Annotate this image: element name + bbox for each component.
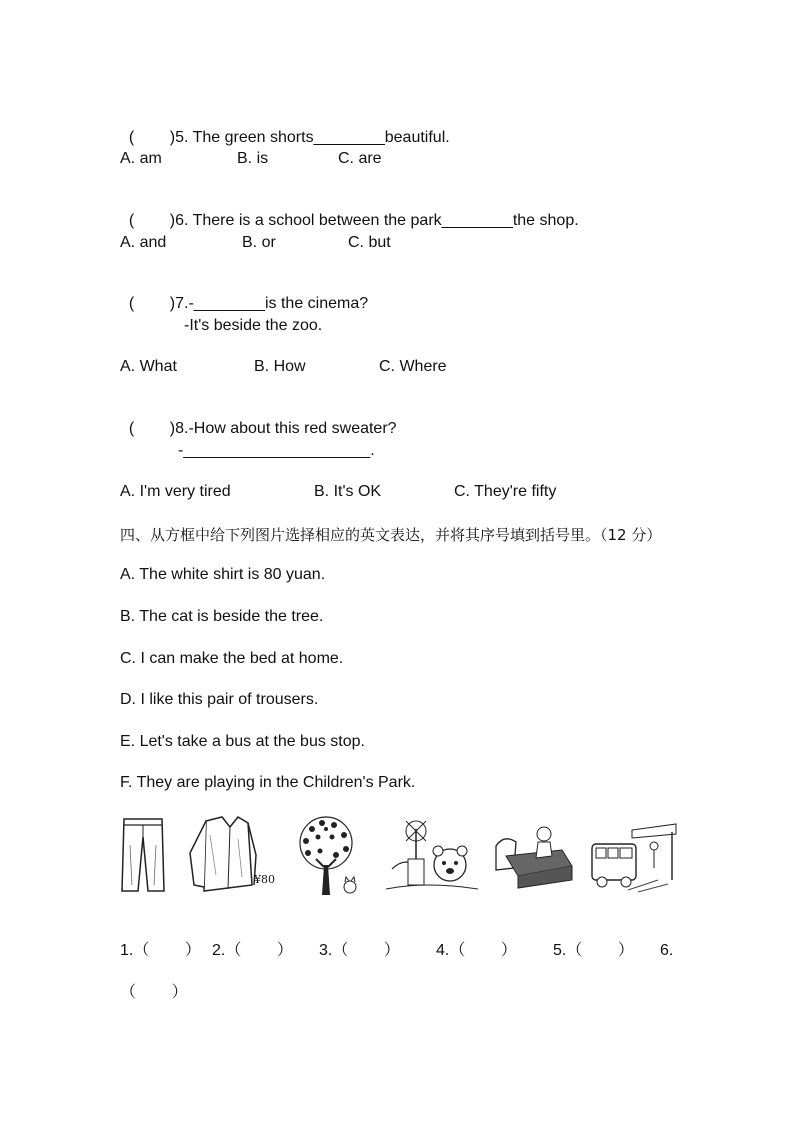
- option-a: A. am: [120, 150, 162, 167]
- question-6: [120, 191, 579, 231]
- answer-paren[interactable]: ( ): [128, 129, 176, 146]
- bus-stop-icon: [588, 820, 680, 896]
- question-text: 8.-How about this red sweater?: [175, 420, 397, 437]
- statement-d: D. I like this pair of trousers.: [120, 691, 319, 708]
- statement-b: B. The cat is beside the tree.: [120, 608, 324, 625]
- option-a: A. I'm very tired: [120, 483, 231, 500]
- answer-paren[interactable]: ( ): [128, 212, 176, 229]
- question-8: [120, 399, 397, 439]
- shirt-icon: [186, 815, 284, 897]
- dialogue-answer-blank[interactable]: -_____________________.: [178, 442, 375, 459]
- option-b: B. is: [237, 150, 269, 167]
- answer-paren[interactable]: ( ): [128, 295, 176, 312]
- picture-2-blank[interactable]: 2.（ ）: [212, 942, 293, 959]
- option-c: C. They're fifty: [454, 483, 557, 500]
- option-b: B. How: [254, 358, 306, 375]
- question-text: 5. The green shorts________beautiful.: [175, 129, 450, 146]
- statement-a: A. The white shirt is 80 yuan.: [120, 566, 326, 583]
- bed-icon: [492, 824, 574, 894]
- question-7: [120, 274, 368, 314]
- question-5: [120, 108, 450, 148]
- answer-paren[interactable]: ( ): [128, 420, 176, 437]
- dialogue-answer: -It's beside the zoo.: [184, 317, 323, 334]
- picture-3-blank[interactable]: 3.（ ）: [319, 942, 400, 959]
- option-c: C. but: [348, 234, 391, 251]
- option-b: B. or: [242, 234, 276, 251]
- option-b: B. It's OK: [314, 483, 382, 500]
- picture-1-blank[interactable]: 1.（ ）: [120, 942, 201, 959]
- tree-with-cat-icon: [288, 815, 368, 899]
- option-c: C. are: [338, 150, 382, 167]
- trousers-icon: [118, 815, 168, 895]
- statement-c: C. I can make the bed at home.: [120, 650, 344, 667]
- statement-e: E. Let's take a bus at the bus stop.: [120, 733, 365, 750]
- option-a: A. What: [120, 358, 177, 375]
- option-a: A. and: [120, 234, 167, 251]
- section-heading: 四、从方框中给下列图片选择相应的英文表达，并将其序号填到括号里。（12 分）: [120, 526, 662, 544]
- picture-5-blank[interactable]: 5.（ ）: [553, 942, 634, 959]
- picture-4-blank[interactable]: 4.（ ）: [436, 942, 517, 959]
- option-c: C. Where: [379, 358, 447, 375]
- question-text: 7.-________is the cinema?: [175, 295, 369, 312]
- park-icon: [386, 819, 478, 895]
- picture-6-label: 6.: [660, 942, 674, 959]
- question-text: 6. There is a school between the park________the shop.: [175, 212, 579, 229]
- picture-6-blank[interactable]: （ ）: [120, 984, 188, 1001]
- statement-f: F. They are playing in the Children's Park.: [120, 774, 416, 791]
- price-tag: ¥80: [254, 873, 275, 886]
